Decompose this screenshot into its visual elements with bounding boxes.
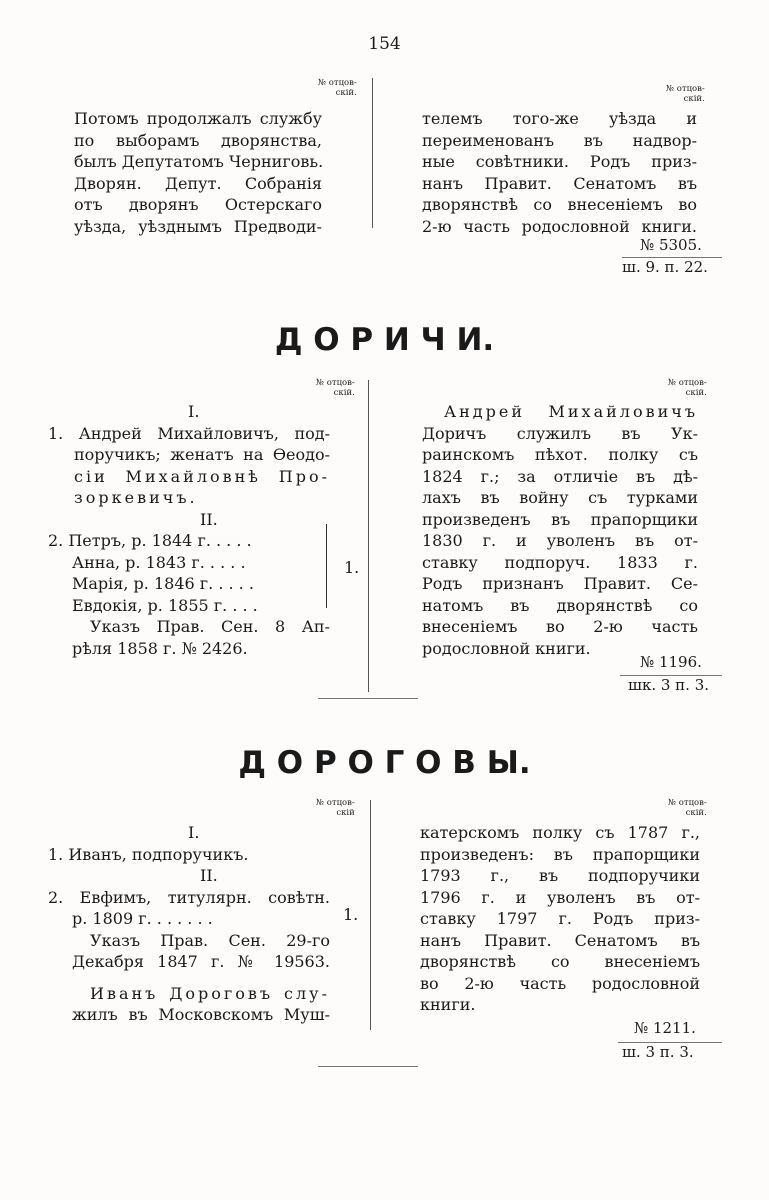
text-line: отъ дворянъ Остерскаго xyxy=(74,195,322,214)
text-line: лахъ въ войну съ турками xyxy=(422,488,698,507)
text-line: нанъ Правит. Сенатомъ въ xyxy=(420,930,700,950)
text-line: Иванъ Дороговъ слу- xyxy=(90,983,330,1003)
text-line: 1. Андрей Михайловичъ, под- xyxy=(48,423,330,443)
top-right-text xyxy=(422,108,697,237)
text-line: Декабря 1847 г. № 19563. xyxy=(72,952,330,971)
text-line: ные совѣтники. Родъ приз- xyxy=(422,152,697,171)
text-line: зоркевичъ. xyxy=(74,488,198,507)
dorogovy-right-text xyxy=(420,822,700,1016)
text-line: рѣля 1858 г. № 2426. xyxy=(72,638,248,658)
section-title: Д О Р И Ч И. xyxy=(274,322,495,358)
text-line: сіи Михайловнѣ Про- xyxy=(74,466,330,486)
section-separator xyxy=(318,698,418,699)
record-number: № 1211. xyxy=(634,1019,696,1037)
text-line: произведенъ: въ прапорщики xyxy=(420,844,700,864)
column-divider xyxy=(368,380,369,692)
text-line: Родъ признанъ Правит. Се- xyxy=(422,574,698,593)
otc-number: 1. xyxy=(343,905,359,924)
otc-label: № отцов- скій xyxy=(316,798,355,818)
otc-label: № отцов- скій. xyxy=(318,78,357,98)
text-line: катерскомъ полку съ 1787 г., xyxy=(420,823,700,842)
text-line: Указъ Прав. Сен. 29-го xyxy=(90,930,330,950)
otc-label: № отцов- скій. xyxy=(666,84,705,104)
section-separator xyxy=(318,1066,418,1067)
section-title: Д О Р О Г О В Ы. xyxy=(238,745,531,781)
shelf-mark: шк. 3 п. 3. xyxy=(628,676,710,694)
otc-label: № отцов- скій. xyxy=(668,798,707,818)
text-line: Андрей Михайловичъ xyxy=(444,402,698,421)
text-line: Потомъ продолжалъ службу xyxy=(74,109,322,128)
record-number: № 5305. xyxy=(640,236,702,254)
text-line: р. 1809 г. . . . . . . xyxy=(72,909,213,928)
text-line: 1796 г. и уволенъ въ от- xyxy=(420,887,700,907)
text-line: книги. xyxy=(420,995,476,1014)
text-line: раинскомъ пѣхот. полку съ xyxy=(422,445,698,464)
text-line: 1793 г., въ подпоручики xyxy=(420,866,700,885)
dorichi-left-text xyxy=(48,401,330,659)
shelf-mark: ш. 9. п. 22. xyxy=(622,258,708,276)
text-line: телемъ того-же уѣзда и xyxy=(422,109,697,128)
text-line: натомъ въ дворянствѣ со xyxy=(422,595,698,615)
column-divider xyxy=(370,800,371,1030)
text-line: нанъ Правит. Сенатомъ въ xyxy=(422,173,697,193)
shelf-mark: ш. 3 п. 3. xyxy=(622,1043,694,1061)
text-line: по выборамъ дворянства, xyxy=(74,130,322,150)
dorogovy-left-text xyxy=(48,822,330,1026)
column-divider xyxy=(372,78,373,228)
text-line: Указъ Прав. Сен. 8 Ап- xyxy=(90,617,330,636)
dorichi-right-text xyxy=(422,401,698,659)
text-line: 1824 г.; за отличіе въ дѣ- xyxy=(422,466,698,486)
text-line: жилъ въ Московскомъ Муш- xyxy=(72,1005,330,1024)
child-entry: Евдокія, р. 1855 г. . . . xyxy=(72,595,258,615)
record-number: № 1196. xyxy=(640,653,702,671)
page-number: 154 xyxy=(368,34,401,54)
text-line: ставку 1797 г. Родъ приз- xyxy=(420,909,700,928)
text-line: Доричъ служилъ въ Ук- xyxy=(422,423,698,443)
top-left-text xyxy=(74,108,322,237)
text-line: ставку подпоруч. 1833 г. xyxy=(422,552,698,572)
child-entry: Марія, р. 1846 г. . . . . xyxy=(72,574,254,593)
generation-marker: II. xyxy=(200,866,218,885)
otc-number: 1. xyxy=(344,558,360,577)
otc-label: № отцов- скій. xyxy=(668,378,707,398)
text-line: дворянствѣ со внесеніемъ во xyxy=(422,195,697,214)
text-line: во 2-ю часть родословной xyxy=(420,973,700,993)
text-line: 2. Евфимъ, титулярн. совѣтн. xyxy=(48,887,330,907)
brace xyxy=(325,524,327,608)
text-line: 1. Иванъ, подпоручикъ. xyxy=(48,844,249,864)
generation-marker: I. xyxy=(188,402,200,421)
text-line: 2-ю часть родословной книги. xyxy=(422,216,697,236)
otc-label: № отцов- скій. xyxy=(316,378,355,398)
text-line: переименованъ въ надвор- xyxy=(422,130,697,150)
text-line: былъ Депутатомъ Черниговь. xyxy=(74,152,324,171)
generation-marker: II. xyxy=(200,509,218,529)
text-line: Дворян. Депут. Собранія xyxy=(74,173,322,193)
generation-marker: I. xyxy=(188,823,200,842)
child-entry: 2. Петръ, р. 1844 г. . . . . xyxy=(48,531,252,550)
child-entry: Анна, р. 1843 г. . . . . xyxy=(72,552,246,572)
text-line: дворянствѣ со внесеніемъ xyxy=(420,952,700,971)
text-line: внесеніемъ во 2-ю часть xyxy=(422,617,698,636)
text-line: уѣзда, уѣзднымъ Предводи- xyxy=(74,216,322,236)
text-line: произведенъ въ прапорщики xyxy=(422,509,698,529)
text-line: 1830 г. и уволенъ въ от- xyxy=(422,531,698,550)
text-line: родословной книги. xyxy=(422,638,591,658)
text-line: поручикъ; женатъ на Ѳеодо- xyxy=(74,445,330,464)
